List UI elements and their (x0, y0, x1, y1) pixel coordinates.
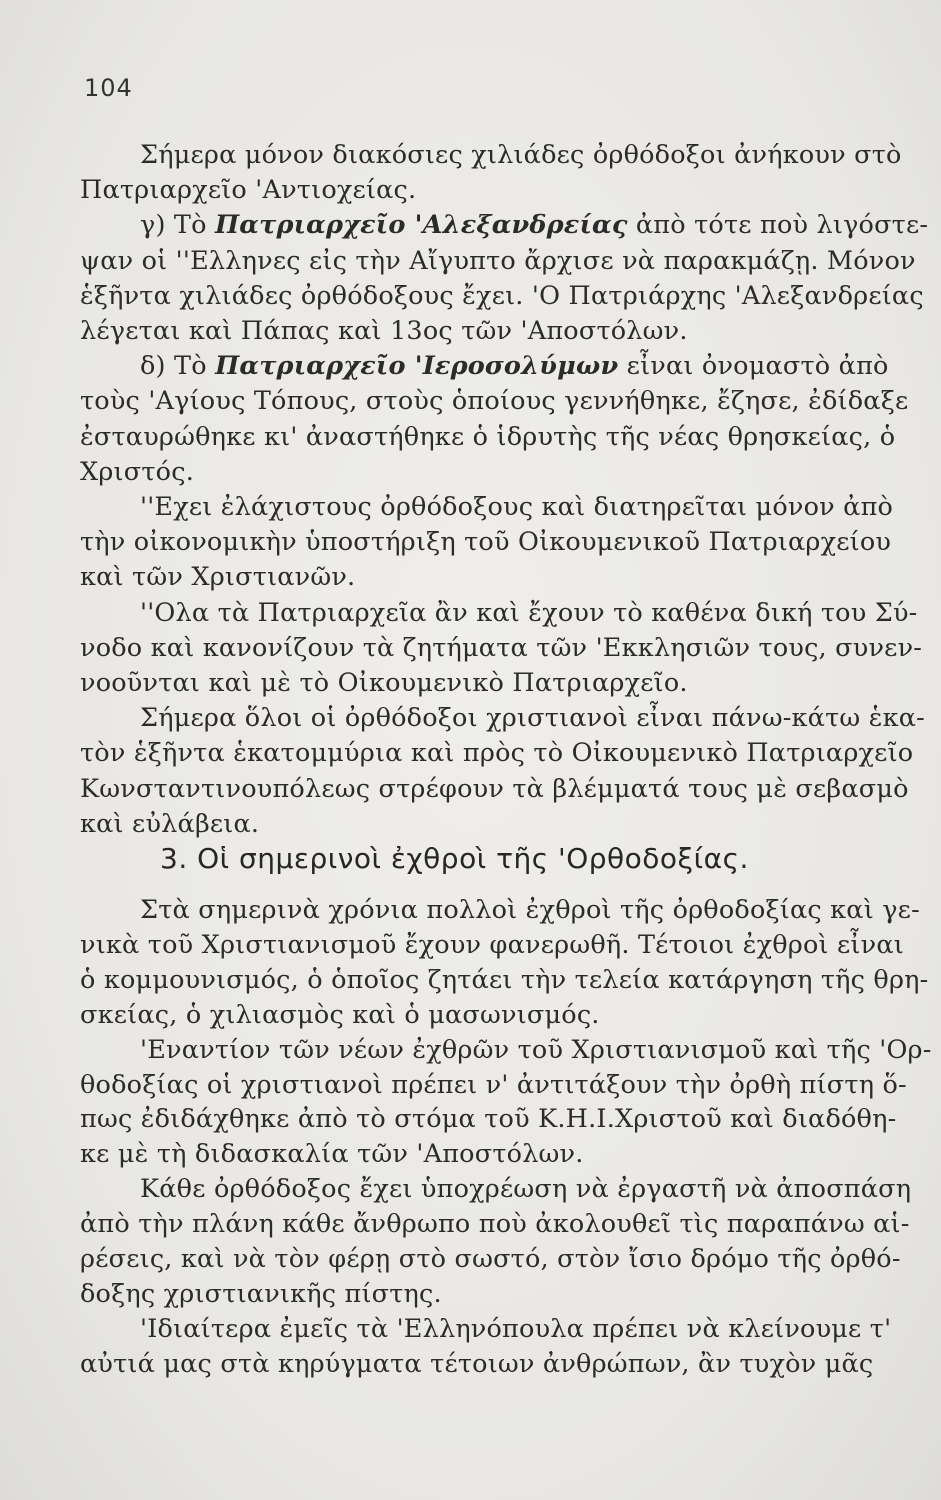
text-line: ἐσταυρώθηκε κι' ἀναστήθηκε ὁ ἱδρυτὴς τῆς νέας θρησκείας, ὁ (80, 421, 896, 452)
text-line: Κωνσταντινουπόλεως στρέφουν τὰ βλέμματά τους μὲ σεβασμὸ (80, 773, 909, 804)
text-line: Σήμερα ὅλοι οἱ ὀρθόδοξοι χριστιανοὶ εἶναι πάνω-κάτω ἑκα- (140, 703, 925, 734)
line-text: δ) Τὸ (140, 351, 216, 382)
line-text: εἶναι ὀνομαστὸ ἀπὸ (618, 351, 889, 382)
text-line: θοδοξίας οἱ χριστιανοὶ πρέπει ν' ἀντιτάξουν τὴν ὀρθὴ πίστη ὅ- (80, 1069, 907, 1100)
text-line: Χριστός. (80, 456, 194, 487)
text-line: τοὺς 'Αγίους Τόπους, στοὺς ὁποίους γεννήθηκε, ἔζησε, ἐδίδαξε (80, 386, 909, 417)
text-line: ὁ κομμουνισμός, ὁ ὁποῖος ζητάει τὴν τελεία κατάργηση τῆς θρη- (80, 964, 929, 995)
text-line: καὶ τῶν Χριστιανῶν. (80, 562, 356, 593)
text-line: νοδο καὶ κανονίζουν τὰ ζητήματα τῶν 'Εκκλησιῶν τους, συνεν- (80, 632, 923, 663)
text-line: λέγεται καὶ Πάπας καὶ 13ος τῶν 'Αποστόλων. (80, 316, 688, 346)
page-number: 104 (84, 74, 133, 102)
text-line: 'Εναντίον τῶν νέων ἐχθρῶν τοῦ Χριστιανισμοῦ καὶ τῆς 'Ορ- (140, 1034, 932, 1065)
text-line: Στὰ σημερινὰ χρόνια πολλοὶ ἐχθροὶ τῆς ὀρθοδοξίας καὶ γε- (140, 895, 920, 925)
text-line: δοξης χριστιανικῆς πίστης. (80, 1278, 442, 1309)
text-line: πως ἐδιδάχθηκε ἀπὸ τὸ στόμα τοῦ Κ.Η.Ι.Χριστοῦ καὶ διαδόθη- (80, 1104, 897, 1135)
text-line: τὸν ἑξῆντα ἑκατομμύρια καὶ πρὸς τὸ Οἰκουμενικὸ Πατριαρχεῖο (80, 738, 914, 769)
text-line: ψαν οἱ ''Ελληνες εἰς τὴν Αἴγυπτο ἄρχισε νὰ παρακμάζῃ. Μόνον (80, 245, 916, 276)
emphasized-title: Πατριαρχεῖο 'Αλεξανδρείας (214, 210, 628, 241)
text-line: νοοῦνται καὶ μὲ τὸ Οἰκουμενικὸ Πατριαρχεῖο. (80, 668, 688, 698)
text-line: ρέσεις, καὶ νὰ τὸν φέρῃ στὸ σωστό, στὸν ἴσιο δρόμο τῆς ὀρθό- (80, 1244, 901, 1274)
text-line: 'Ιδιαίτερα ἐμεῖς τὰ 'Ελληνόπουλα πρέπει νὰ κλείνουμε τ' (140, 1313, 892, 1344)
text-line: ''Εχει ἐλάχιστους ὀρθόδοξους καὶ διατηρεῖται μόνον ἀπὸ (140, 492, 894, 522)
text-line: Κάθε ὀρθόδοξος ἔχει ὑποχρέωση νὰ ἐργαστῆ νὰ ἀποσπάση (140, 1174, 912, 1205)
text-line: Πατριαρχεῖο 'Αντιοχείας. (80, 175, 417, 206)
text-line: τὴν οἰκονομικὴν ὑποστήριξη τοῦ Οἰκουμενικοῦ Πατριαρχείου (80, 527, 892, 558)
text-line (80, 208, 929, 242)
text-line (80, 349, 889, 383)
line-text: ἀπὸ τότε ποὺ λιγόστε- (627, 210, 929, 241)
text-line: καὶ εὐλάβεια. (80, 808, 260, 839)
emphasized-title: Πατριαρχεῖο 'Ιεροσολύμων (215, 351, 619, 382)
text-line: ''Ολα τὰ Πατριαρχεῖα ἂν καὶ ἔχουν τὸ καθένα δική του Σύ- (140, 597, 918, 628)
text-line: νικὰ τοῦ Χριστιανισμοῦ ἔχουν φανερωθῆ. Τέτοιοι ἐχθροὶ εἶναι (80, 929, 904, 960)
text-line: κε μὲ τὴ διδασκαλία τῶν 'Αποστόλων. (80, 1139, 584, 1170)
text-line: ἀπὸ τὴν πλάνη κάθε ἄνθρωπο ποὺ ἀκολουθεῖ τὶς παραπάνω αἱ- (80, 1209, 910, 1240)
line-text: γ) Τὸ (140, 210, 215, 241)
text-line: Σήμερα μόνον διακόσιες χιλιάδες ὀρθόδοξοι ἀνήκουν στὸ (140, 140, 902, 170)
text-line: σκείας, ὁ χιλιασμὸς καὶ ὁ μασωνισμός. (80, 999, 600, 1030)
section-heading: 3. Οἱ σημερινοὶ ἐχθροὶ τῆς 'Ορθοδοξίας. (160, 842, 749, 875)
text-line: ἑξῆντα χιλιάδες ὀρθόδοξους ἔχει. 'Ο Πατριάρχης 'Αλεξανδρείας (80, 280, 924, 311)
text-line: αὐτιά μας στὰ κηρύγματα τέτοιων ἀνθρώπων, ἂν τυχὸν μᾶς (80, 1348, 874, 1379)
